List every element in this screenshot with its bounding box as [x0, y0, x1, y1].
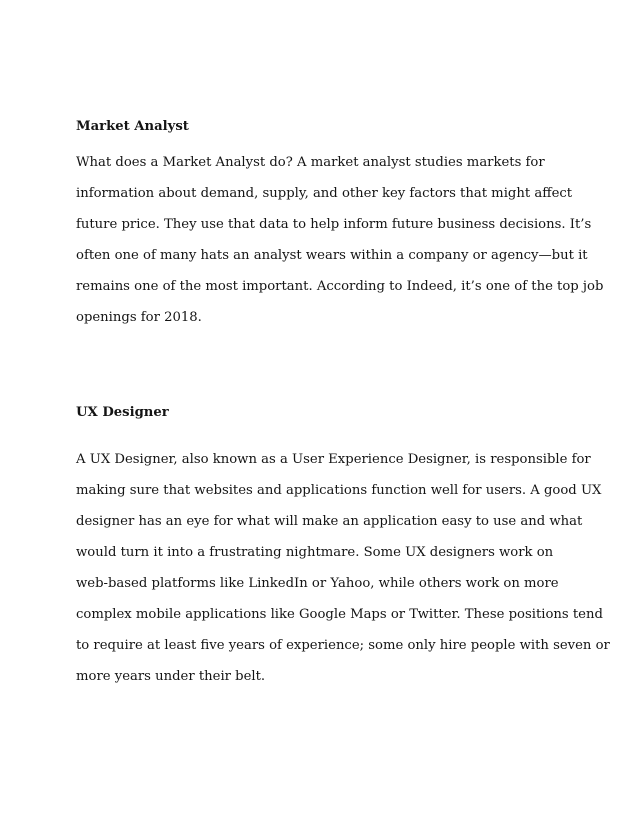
- paragraph-line: A UX Designer, also known as a User Experience Designer, is responsible for: [76, 452, 591, 467]
- section-heading: Market Analyst: [76, 119, 189, 134]
- paragraph-line: What does a Market Analyst do? A market analyst studies markets for: [76, 155, 545, 170]
- paragraph-line: web-based platforms like LinkedIn or Yahoo, while others work on more: [76, 576, 559, 591]
- paragraph-line: more years under their belt.: [76, 669, 266, 684]
- paragraph-line: designer has an eye for what will make an application easy to use and what: [76, 514, 583, 529]
- paragraph-line: complex mobile applications like Google Maps or Twitter. These positions tend: [76, 607, 603, 622]
- section-heading: UX Designer: [76, 405, 169, 420]
- paragraph-line: openings for 2018.: [76, 310, 202, 325]
- paragraph-line: future price. They use that data to help inform future business decisions. It’s: [76, 217, 592, 232]
- heading-ux-designer: [76, 397, 576, 428]
- paragraph-line: information about demand, supply, and other key factors that might affect: [76, 186, 573, 201]
- paragraph-ux-designer: [76, 444, 610, 692]
- paragraph-line: would turn it into a frustrating nightmare. Some UX designers work on: [76, 545, 554, 560]
- paragraph-market-analyst: [76, 147, 604, 333]
- heading-market-analyst: [76, 111, 576, 142]
- paragraph-line: to require at least five years of experience; some only hire people with seven or: [76, 638, 610, 653]
- paragraph-line: making sure that websites and applications function well for users. A good UX: [76, 483, 602, 498]
- paragraph-line: remains one of the most important. According to Indeed, it’s one of the top job: [76, 279, 604, 294]
- paragraph-line: often one of many hats an analyst wears within a company or agency—but it: [76, 248, 588, 263]
